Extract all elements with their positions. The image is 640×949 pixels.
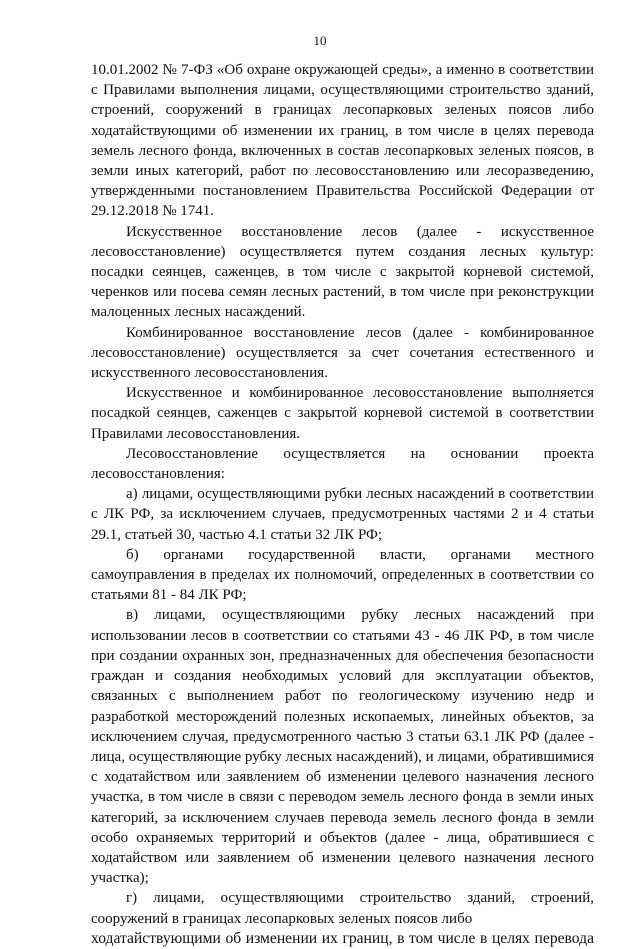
- paragraph-combined-reforestation: Комбинированное восстановление лесов (далее - комбинированное лесовосстановление) осуществляется за счет сочетания естественного и искусственного лесовосстановления.: [91, 324, 594, 382]
- list-item-g: г) лицами, осуществляющими строительство зданий, строений, сооружений в границах лесопарковых зеленых поясов либо: [91, 890, 594, 927]
- paragraph-artificial-reforestation: Искусственное восстановление лесов (далее - искусственное лесовосстановление) осуществляется путем создания лесных культур: посадки сеянцев, саженцев, в том числе с закрытой корневой системой, черенков или посева семян лесных растений, в том числе при реконструкции малоценных лесных насаждений.: [91, 223, 594, 321]
- page-number: 10: [313, 33, 327, 48]
- document-body: [91, 60, 594, 949]
- paragraph-reforestation-basis: Лесовосстановление осуществляется на основании проекта лесовосстановления:: [91, 445, 594, 483]
- paragraph-planting-method: Искусственное и комбинированное лесовосстановление выполняется посадкой сеянцев, саженцев с закрытой корневой системой в соответствии Правилами лесовосстановления.: [91, 385, 594, 442]
- list-item-a: а) лицами, осуществляющими рубки лесных насаждений в соответствии с ЛК РФ, за исключением случаев, предусмотренных частями 2 и 4 статьи 29.1, статьей 30, частью 4.1 статьи 32 ЛК РФ;: [91, 486, 594, 543]
- list-item-v: в) лицами, осуществляющими рубку лесных насаждений при использовании лесов в соответствии со статьями 43 - 46 ЛК РФ, в том числе при создании охранных зон, предназначенных для обеспечения безопасности граждан и создания необходимых условий для эксплуатации объектов, связанных с выполнением работ по геологическому изучению недр и разработкой месторождений полезных ископаемых, линейных объектов, за исключением случая, предусмотренного частью 3 статьи 63.1 ЛК РФ (далее - лица, осуществляющие рубку лесных насаждений), и лицами, обратившимися с ходатайством или заявлением об изменении целевого назначения лесного участка, в том числе в связи с переводом земель лесного фонда в земли иных категорий, за исключением случаев перевода земель лесного фонда в земли особо охраняемых территорий и объектов (далее - лица, обратившиеся с ходатайством или заявлением об изменении целевого назначения лесного участка);: [91, 607, 594, 887]
- paragraph-continuation: 10.01.2002 № 7-ФЗ «Об охране окружающей среды», а именно в соответствии с Правилами выполнения лицами, осуществляющими строительство зданий, строений, сооружений в границах лесопарковых зеленых поясов либо ходатайствующими об изменении их границ, в том числе в целях перевода земель лесного фонда, включенных в состав лесопарковых зеленых поясов, в земли иных категорий, работ по лесовосстановлению или лесоразведению, утвержденными постановлением Правительства Российской Федерации от 29.12.2018 № 1741.: [91, 62, 594, 220]
- list-item-g-continuation: ходатайствующими об изменении их границ, в том числе в целях перевода: [91, 929, 594, 947]
- list-item-b: б) органами государственной власти, органами местного самоуправления в пределах их полномочий, определенных в соответствии со статьями 81 - 84 ЛК РФ;: [91, 546, 594, 604]
